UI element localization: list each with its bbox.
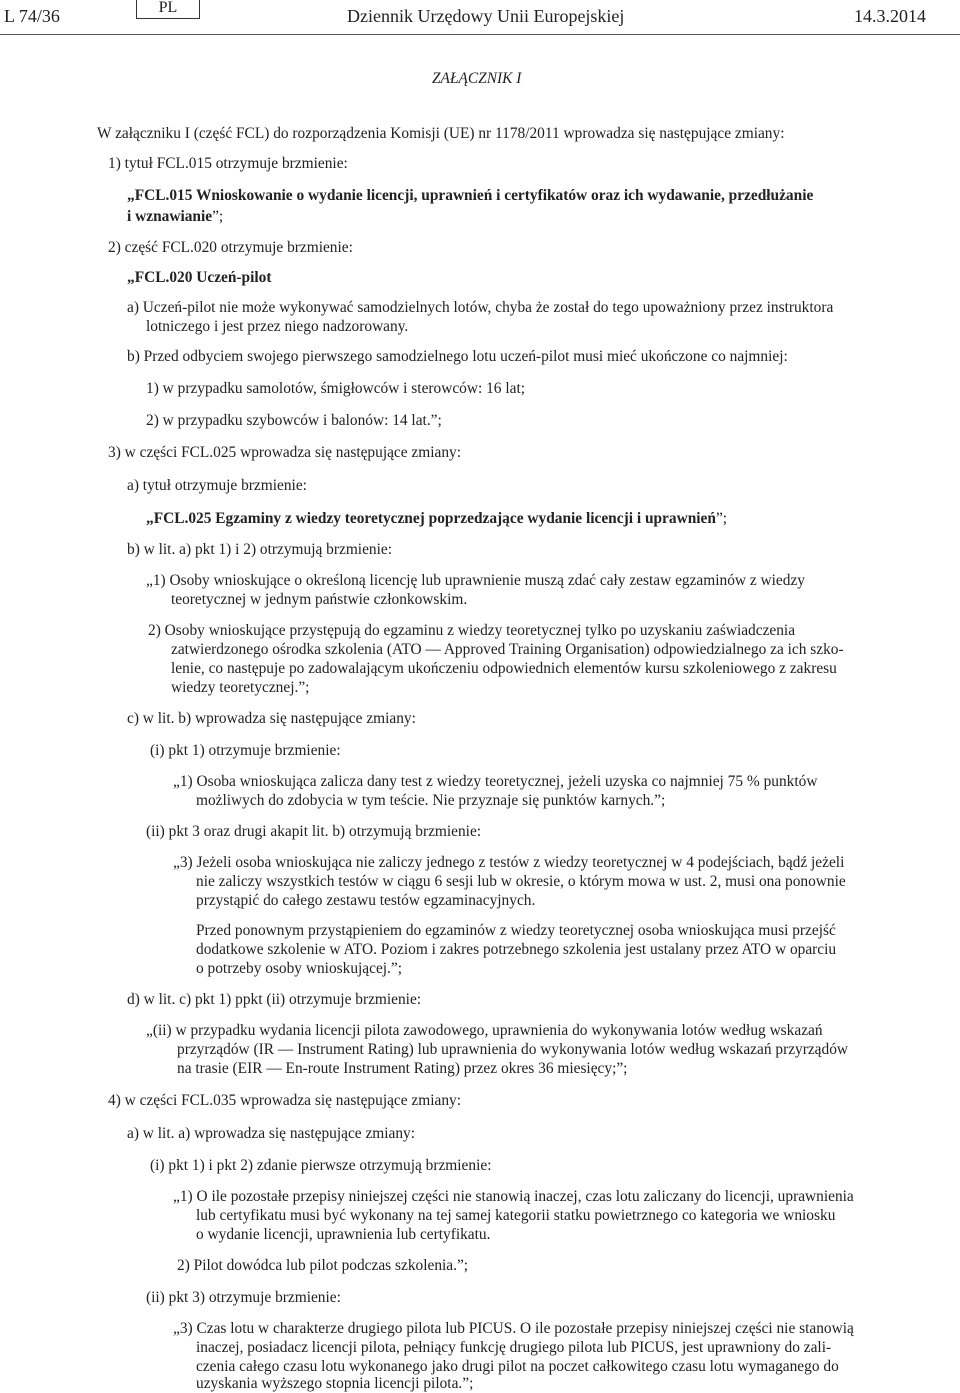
- item-3-a: a) tytuł otrzymuje brzmienie:: [127, 477, 307, 494]
- item-3-d-line1: „(ii) w przypadku wydania licencji pilota zawodowego, uprawnienia do wykonywania lotów według wskazań: [146, 1022, 823, 1039]
- item-1-title-bold: i wznawianie: [127, 208, 213, 225]
- item-4-a-i-1-line1: „1) O ile pozostałe przepisy niniejszej części nie stanowią inaczej, czas lotu zaliczany do licencji, uprawnienia: [173, 1188, 854, 1205]
- item-3-b-2-line1: 2) Osoby wnioskujące przystępują do egzaminu z wiedzy teoretycznej tylko po uzyskaniu zaświadczenia: [148, 622, 796, 639]
- item-3-c-i-1-line2: możliwych do zdobycia w tym teście. Nie przyznaje się punktów karnych.”;: [196, 792, 666, 809]
- item-2-a-line2: lotniczego i jest przez niego nadzorowany.: [146, 318, 409, 335]
- item-3-c: c) w lit. b) wprowadza się następujące zmiany:: [127, 710, 416, 727]
- item-3-c-ii-para-line3: o potrzeby osoby wnioskującej.”;: [196, 960, 403, 977]
- item-4: 4) w części FCL.035 wprowadza się następujące zmiany:: [108, 1092, 462, 1109]
- item-4-a-ii: (ii) pkt 3) otrzymuje brzmienie:: [146, 1289, 341, 1306]
- item-4-a-i-1-line2: lub certyfikatu musi być wykonany na tej samej kategorii statku powietrznego co kategoria we wniosku: [196, 1207, 836, 1224]
- item-2: 2) część FCL.020 otrzymuje brzmienie:: [108, 239, 353, 256]
- annex-title: ZAŁĄCZNIK I: [432, 70, 522, 87]
- item-1: 1) tytuł FCL.015 otrzymuje brzmienie:: [108, 155, 348, 172]
- item-3-d: d) w lit. c) pkt 1) ppkt (ii) otrzymuje brzmienie:: [127, 991, 422, 1008]
- item-4-a: a) w lit. a) wprowadza się następujące zmiany:: [127, 1125, 416, 1142]
- item-3-c-ii-3-line1: „3) Jeżeli osoba wnioskująca nie zaliczy jednego z testów z wiedzy teoretycznej w 4 podejściach, bądź jeżeli: [173, 854, 845, 871]
- item-2-b-2: 2) w przypadku szybowców i balonów: 14 lat.”;: [146, 412, 442, 429]
- item-4-a-ii-3-line3: czenia całego czasu lotu wykonanego jako drugi pilot na poczet całkowitego czasu lotu wymaganego do: [196, 1358, 839, 1375]
- language-badge: PL: [136, 0, 200, 19]
- item-3-d-line2: przyrządów (IR — Instrument Rating) lub uprawnienia do wykonywania lotów według wskazań przyrządów: [177, 1041, 849, 1058]
- item-3-c-ii-para-line1: Przed ponownym przystąpieniem do egzaminów z wiedzy teoretycznej osoba wnioskująca musi przejść: [196, 922, 836, 939]
- item-3: 3) w części FCL.025 wprowadza się następujące zmiany:: [108, 444, 462, 461]
- item-3-c-i: (i) pkt 1) otrzymuje brzmienie:: [150, 742, 341, 759]
- item-2-b: b) Przed odbyciem swojego pierwszego samodzielnego lotu uczeń-pilot musi mieć ukończone co najmniej:: [127, 348, 788, 365]
- page-header: [0, 0, 960, 36]
- item-3-b-2-line3: lenie, co następuje po zadowalającym ukończeniu odpowiednich elementów kursu szkoleniowego z zakresu: [171, 660, 837, 677]
- item-1-title-tail: ”;: [212, 208, 224, 225]
- item-3-b-1-line2: teoretycznej w jednym państwie członkowskim.: [171, 591, 468, 608]
- item-3-d-line3: na trasie (EIR — En-route Instrument Rating) przez okres 36 miesięcy;”;: [177, 1060, 628, 1077]
- item-3-c-ii-para-line2: dodatkowe szkolenie w ATO. Poziom i zakres potrzebnego szkolenia jest ustalany przez ATO w oparciu: [196, 941, 837, 958]
- item-3-a-title-bold: „FCL.025 Egzaminy z wiedzy teoretycznej poprzedzające wydanie licencji i uprawnień: [146, 510, 716, 527]
- item-4-a-ii-3-line1: „3) Czas lotu w charakterze drugiego pilota lub PICUS. O ile pozostałe przepisy niniejszej części nie stanowią: [173, 1320, 854, 1337]
- item-3-c-ii: (ii) pkt 3 oraz drugi akapit lit. b) otrzymują brzmienie:: [146, 823, 482, 840]
- item-4-a-ii-3-line4: uzyskania wyższego stopnia licencji pilota.”;: [196, 1375, 474, 1392]
- item-1-title-line1: „FCL.015 Wnioskowanie o wydanie licencji, uprawnień i certyfikatów oraz ich wydawanie, przedłużanie: [127, 187, 814, 204]
- item-3-a-title: [146, 510, 727, 528]
- item-4-a-ii-3-line2: inaczej, posiadacz licencji pilota, pełniący funkcję drugiego pilota lub PICUS, jest uprawniony do zali-: [196, 1339, 832, 1356]
- publication-date: 14.3.2014: [854, 6, 926, 26]
- item-3-c-ii-3-line2: nie zaliczy wszystkich testów w ciągu 6 sesji lub w okresie, o którym mowa w ust. 2, musi ona ponownie: [196, 873, 846, 890]
- page-reference: L 74/36: [4, 6, 60, 26]
- item-3-c-i-1-line1: „1) Osoba wnioskująca zalicza dany test z wiedzy teoretycznej, jeżeli uzyska co najmniej 75 % punktów: [173, 773, 818, 790]
- item-2-b-1: 1) w przypadku samolotów, śmigłowców i sterowców: 16 lat;: [146, 380, 526, 397]
- item-3-a-title-tail: ”;: [715, 510, 728, 527]
- item-2-title: „FCL.020 Uczeń-pilot: [127, 269, 272, 286]
- journal-title: Dziennik Urzędowy Unii Europejskiej: [347, 6, 625, 26]
- item-3-b-1-line1: „1) Osoby wnioskujące o określoną licencję lub uprawnienie muszą zdać cały zestaw egzaminów z wiedzy: [146, 572, 805, 589]
- item-3-c-ii-3-line3: przystąpić do całego zestawu testów egzaminacyjnych.: [196, 892, 536, 909]
- item-3-b-2-line4: wiedzy teoretycznej.”;: [171, 679, 310, 696]
- item-4-a-i-1-line3: o wydanie licencji, uprawnienia lub certyfikatu.: [196, 1226, 491, 1243]
- item-3-b: b) w lit. a) pkt 1) i 2) otrzymują brzmienie:: [127, 541, 392, 558]
- item-4-a-i: (i) pkt 1) i pkt 2) zdanie pierwsze otrzymują brzmienie:: [150, 1157, 492, 1174]
- item-1-title-line2: [127, 208, 223, 226]
- item-4-a-i-2: 2) Pilot dowódca lub pilot podczas szkolenia.”;: [177, 1257, 469, 1274]
- intro-text: W załączniku I (część FCL) do rozporządzenia Komisji (UE) nr 1178/2011 wprowadza się następujące zmiany:: [97, 125, 785, 142]
- item-3-b-2-line2: zatwierdzonego ośrodka szkolenia (ATO — Approved Training Organisation) odpowiedzialnego za ich szko-: [171, 641, 844, 658]
- header-rule: [0, 34, 960, 35]
- item-2-a-line1: a) Uczeń-pilot nie może wykonywać samodzielnych lotów, chyba że został do tego upoważniony przez instruktora: [127, 299, 834, 316]
